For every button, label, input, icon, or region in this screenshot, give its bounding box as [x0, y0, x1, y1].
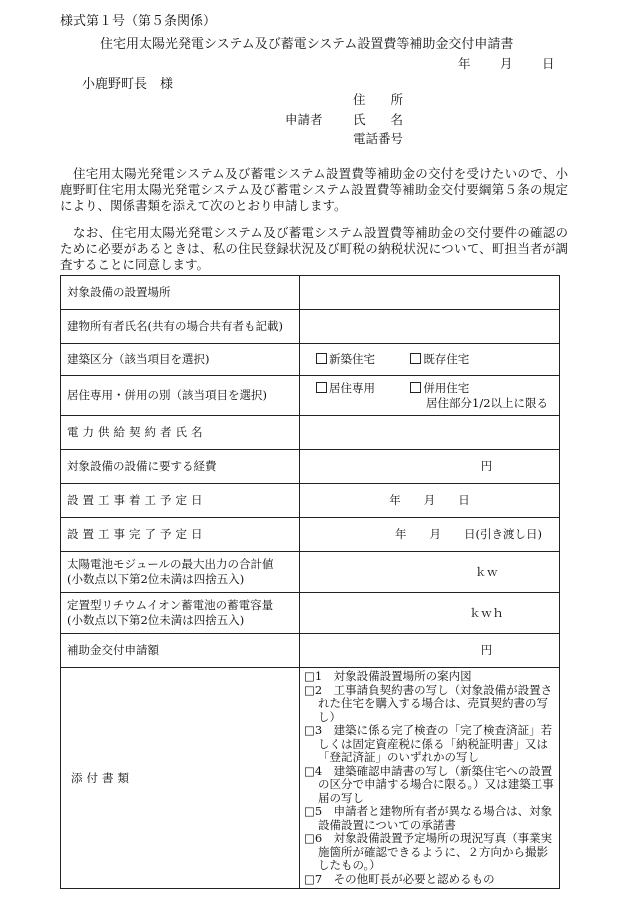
date-day: 日: [542, 56, 555, 71]
attachment-item-7[interactable]: □7 その他町長が必要と認めるもの: [304, 871, 495, 886]
applicant-label: 申請者: [285, 112, 323, 127]
field-power-contractor[interactable]: [300, 416, 560, 450]
attachment-item-2[interactable]: □2 工事請負契約書の写し（対象設備が設置された住宅を購入する場合は、売買契約書の写し）: [304, 682, 553, 724]
checkbox-icon: [410, 353, 421, 364]
solar-output-title: 太陽電池モジュールの最大出力の合計値: [67, 557, 274, 572]
row-subsidy-amount: [61, 634, 560, 668]
label-solar-output: [61, 552, 300, 593]
label-equipment-cost: 対象設備の設備に要する経費: [61, 450, 300, 484]
label-completion-date: 設置工事完了予定日: [61, 518, 300, 552]
mixed-use-note: 居住部分1/2以上に限る: [426, 395, 549, 410]
unit-kw: ｋｗ: [475, 564, 498, 579]
unit-yen: 円: [480, 643, 493, 658]
field-owner-name[interactable]: [300, 310, 560, 344]
checkbox-existing-house[interactable]: 既存住宅: [410, 352, 469, 366]
label-power-contractor: 電力供給契約者氏名: [61, 416, 300, 450]
field-residential-use: [300, 376, 560, 416]
applicant-name-label: 氏 名: [353, 112, 404, 127]
row-completion-date: [61, 518, 560, 552]
applicant-phone-label: 電話番号: [353, 131, 404, 146]
unit-kwh: ｋｗｈ: [469, 605, 504, 620]
checkbox-icon: [316, 353, 327, 364]
field-equipment-cost[interactable]: [300, 450, 560, 484]
label-attachments: 添付書類: [61, 668, 300, 889]
row-solar-output: [61, 552, 560, 593]
body-paragraph-1: 住宅用太陽光発電システム及び蓄電システム設置費等補助金の交付を受けたいので、小鹿野町住宅用太陽光発電システム及び蓄電システム設置費等補助金交付要綱第５条の規定により、関係書類を添えて次のとおり申請します。: [60, 166, 568, 213]
row-battery-capacity: [61, 593, 560, 634]
checkbox-icon: [316, 382, 327, 393]
row-start-date: [61, 484, 560, 518]
completion-date-value: 年 月 日(引き渡し日): [395, 527, 542, 542]
row-building-category: [61, 344, 560, 376]
form-title: 住宅用太陽光発電システム及び蓄電システム設置費等補助金交付申請書: [100, 37, 514, 52]
label-residential-use: 居住専用・併用の別（該当項目を選択): [61, 376, 300, 416]
label-install-location: 対象設備の設置場所: [61, 276, 300, 310]
form-number: 様式第１号（第５条関係）: [60, 14, 217, 29]
field-subsidy-amount[interactable]: [300, 634, 560, 668]
solar-output-note: (小数点以下第2位未満は四捨五入): [67, 572, 245, 586]
row-owner-name: [61, 310, 560, 344]
field-install-location[interactable]: [300, 276, 560, 310]
attachment-item-1[interactable]: □1 対象設備設置場所の案内図: [304, 669, 472, 683]
label-start-date: 設置工事着工予定日: [61, 484, 300, 518]
checkbox-mixed-use[interactable]: 併用住宅: [410, 381, 469, 395]
row-power-contractor: [61, 416, 560, 450]
row-install-location: [61, 276, 560, 310]
body-paragraph-2: なお、住宅用太陽光発電システム及び蓄電システム設置費等補助金の交付要件の確認のために必要があるときは、私の住民登録状況及び町税の納税状況について、町担当者が調査することに同意します。: [60, 225, 568, 272]
field-battery-capacity[interactable]: [300, 593, 560, 634]
attachment-item-4[interactable]: □4 建築確認申請書の写し（新築住宅への設置の区分で申請する場合に限る。）又は建築工事届の写し: [304, 763, 554, 805]
addressee: 小鹿野町長 様: [82, 77, 174, 92]
label-battery-capacity: [61, 593, 300, 634]
attachment-item-3[interactable]: □3 建築に係る完了検査の「完了検査済証」若しくは固定資産税に係る「納税証明書」又は「登記済証」のいずれかの写し: [304, 723, 553, 764]
battery-capacity-title: 定置型リチウムイオン蓄電池の蓄電容量: [67, 598, 274, 613]
start-date-value: 年 月 日: [389, 493, 470, 508]
attachment-item-5[interactable]: □5 申請者と建物所有者が異なる場合は、対象設備設置についての承諾書: [304, 804, 553, 832]
date-month: 月: [500, 56, 513, 71]
field-completion-date[interactable]: [300, 518, 560, 552]
battery-capacity-note: (小数点以下第2位未満は四捨五入): [67, 613, 245, 627]
checkbox-icon: [410, 382, 421, 393]
date-year: 年: [458, 56, 471, 71]
row-equipment-cost: [61, 450, 560, 484]
applicant-address-label: 住 所: [353, 92, 404, 107]
label-subsidy-amount: 補助金交付申請額: [61, 634, 300, 668]
application-table: [60, 275, 560, 889]
field-solar-output[interactable]: [300, 552, 560, 593]
label-building-category: 建築区分（該当項目を選択): [61, 344, 300, 376]
checkbox-new-house[interactable]: 新築住宅: [316, 352, 375, 366]
attachments-list: [300, 668, 560, 889]
field-building-category: [300, 344, 560, 376]
row-attachments: [61, 668, 560, 889]
row-residential-use: [61, 376, 560, 416]
attachment-item-6[interactable]: □6 対象設備設置予定場所の現況写真（事業実施箇所が確認できるように、２方向から撮影したもの。）: [304, 831, 553, 872]
unit-yen: 円: [480, 459, 493, 474]
field-start-date[interactable]: [300, 484, 560, 518]
checkbox-residential-only[interactable]: 居住専用: [316, 381, 375, 395]
label-owner-name: 建物所有者氏名(共有の場合共有者も記載): [61, 310, 300, 344]
